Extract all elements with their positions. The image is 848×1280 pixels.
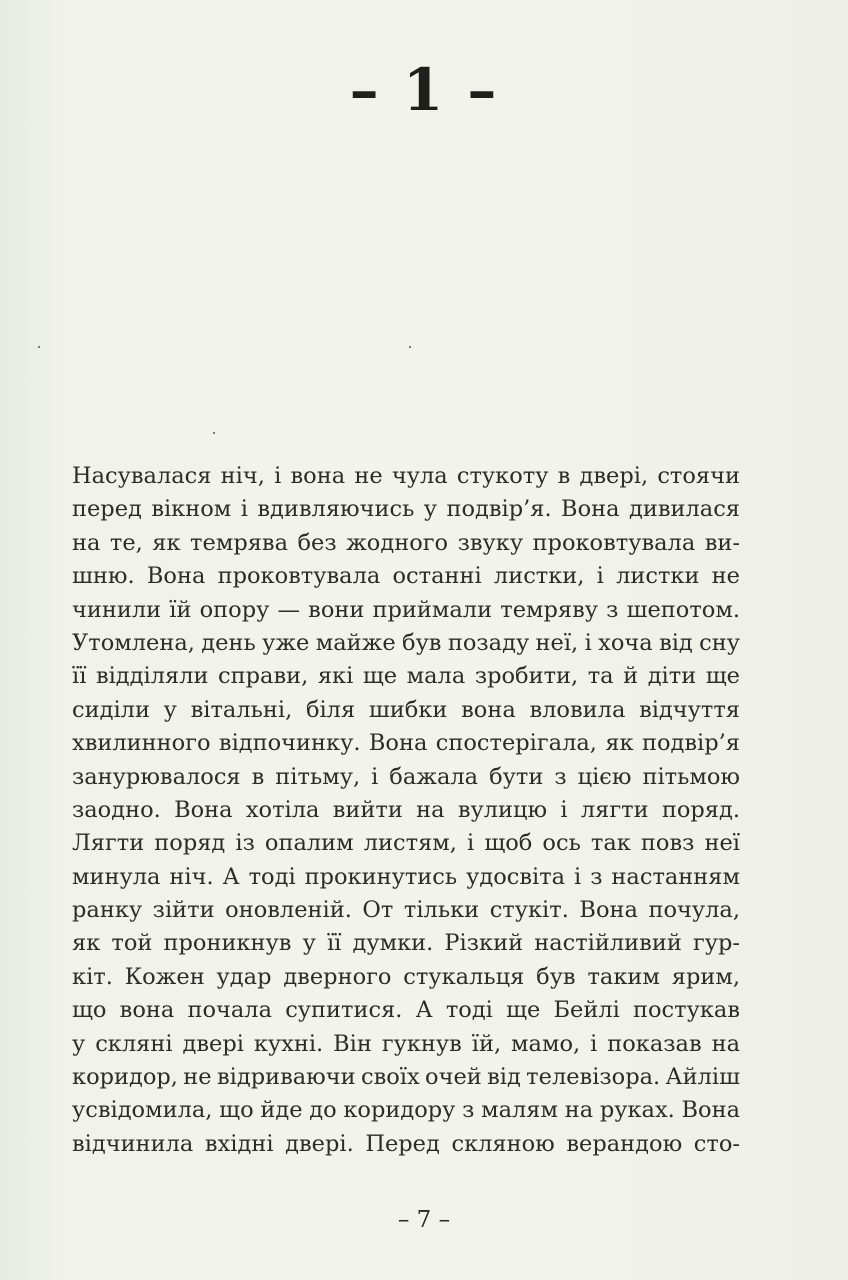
text-line: Утомлена, день уже майже був позаду неї, і хоча від сну: [72, 629, 740, 656]
text-line: відчинила вхідні двері. Перед скляною верандою сто-: [72, 1130, 740, 1157]
text-line: її відділяли справи, які ще мала зробити, та й діти ще: [72, 663, 740, 690]
body-paragraph: [72, 460, 740, 1161]
text-line: що вона почала супитися. А тоді ще Бейлі постукав: [72, 997, 740, 1024]
text-line: на те, як темрява без жодного звуку проковтувала ви-: [72, 529, 740, 556]
text-line: шню. Вона проковтувала останні листки, і листки не: [72, 563, 740, 590]
text-line: чинили їй опору — вони приймали темряву з шепотом.: [72, 596, 740, 623]
text-line: кіт. Кожен удар дверного стукальця був таким ярим,: [72, 963, 740, 990]
text-line: хвилинного відпочинку. Вона спостерігала, як подвір’я: [72, 730, 740, 757]
text-line: перед вікном і вдивляючись у подвір’я. Вона дивилася: [72, 496, 740, 523]
text-line: минула ніч. А тоді прокинутись удосвіта і з настанням: [72, 863, 740, 890]
print-speck: [213, 432, 215, 434]
text-line: Лягти поряд із опалим листям, і щоб ось так повз неї: [72, 830, 740, 857]
text-line: у скляні двері кухні. Він гукнув їй, мамо, і показав на: [72, 1030, 740, 1057]
text-line: занурювалося в пітьму, і бажала бути з цією пітьмою: [72, 763, 740, 790]
print-speck: [409, 346, 411, 348]
text-line: сиділи у вітальні, біля шибки вона вловила відчуття: [72, 696, 740, 723]
text-line: коридор, не відриваючи своїх очей від телевізора. Айліш: [72, 1064, 740, 1091]
text-line: заодно. Вона хотіла вийти на вулицю і лягти поряд.: [72, 796, 740, 823]
text-line: усвідомила, що йде до коридору з малям на руках. Вона: [72, 1097, 740, 1124]
chapter-number: – 1 –: [349, 56, 499, 124]
print-speck: [38, 346, 40, 348]
text-line: як той проникнув у її думки. Різкий настійливий гур-: [72, 930, 740, 957]
text-line: ранку зійти оновленій. От тільки стукіт. Вона почула,: [72, 897, 740, 924]
text-line: Насувалася ніч, і вона не чула стукоту в двері, стоячи: [72, 463, 740, 489]
page-number: – 7 –: [397, 1207, 451, 1233]
